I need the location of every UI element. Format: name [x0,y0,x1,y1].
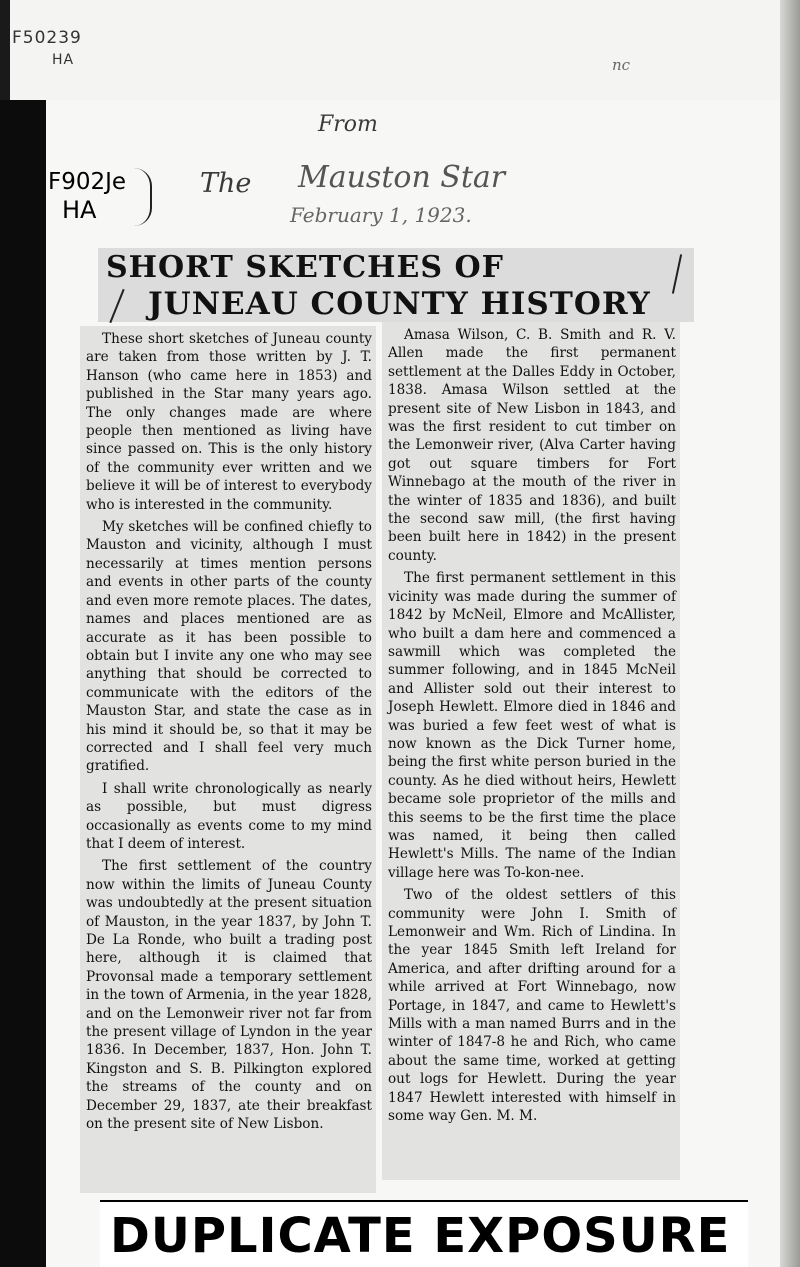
file-reference-bracket [132,168,152,226]
file-reference [48,168,126,224]
corner-mark: nc [612,56,631,74]
stamp-text: DUPLICATE EXPOSURE [110,1208,731,1264]
scan-edge-right [780,0,800,1267]
file-code: F902Je [48,169,127,195]
archive-reference-top [12,28,82,68]
handwritten-publication: Mauston Star [298,160,506,195]
headline-line-1: SHORT SKETCHES OF [106,250,504,285]
handwritten-the: The [200,168,252,199]
paragraph: The first settlement of the country now within the limits of Juneau County was undoubtedly at the present situation of Mauston, in the year 1837, by John T. De La Ronde, who built a trading post here, although it is claimed that Provonsal made a temporary settlement in the town of Armenia, in the year 1828, and on the Lemonweir river not far from the present village of Lyndon in the year 1836. In December, 1837, Hon. John T. Kingston and S. B. Pilkington explored the streams of the county and on December 29, 1837, ate their breakfast on the present site of New Lisbon. [86,858,372,1133]
paragraph: These short sketches of Juneau county are taken from those written by J. T. Hanson (who came here in 1853) and published in the Star many years ago. The only changes made are where people then mentioned as living have since passed on. This is the only history of the community ever written and we believe it will be of interest to everybody who is interested in the community. [86,331,372,513]
headline-line-2: JUNEAU COUNTY HISTORY [148,286,651,322]
paragraph: Amasa Wilson, C. B. Smith and R. V. Allen made the first permanent settlement at the Dalles Eddy in October, 1838. Amasa Wilson settled at the present site of New Lisbon in 1843, and was the first resident to cut timber on the Lemonweir river, (Alva Carter having got out square timbers for Fort Winnebago at the mouth of the river in the winter of 1835 and 1836), and built the second saw mill, (the first having been built here in 1842) in the present county. [388,327,676,564]
scan-edge-left [0,100,46,1267]
scan-edge-top-left [0,0,10,100]
handwritten-from: From [318,112,378,137]
archive-code-top-sub: HA [52,52,75,68]
duplicate-exposure-stamp [100,1200,748,1267]
paragraph: The first permanent settlement in this vicinity was made during the summer of 1842 by McNeil, Elmore and McAllister, who built a dam here and commenced a sawmill which was completed the summer following, and in 1845 McNeil and Allister sold out their interest to Joseph Hewlett. Elmore died in 1846 and was buried a few feet west of what is now known as the Dick Turner home, being the first white person buried in the county. As he died without heirs, Hewlett became sole proprietor of the mills and this seems to be the first time the place was named, it being then called Hewlett's Mills. The name of the Indian village here was To-kon-nee. [388,570,676,881]
paragraph: I shall write chronologically as nearly as possible, but must digress occasionally as events come to my mind that I deem of interest. [86,780,372,852]
archive-code-top: F50239 [12,28,82,48]
handwritten-date: February 1, 1923. [290,203,472,227]
article-headline [98,248,694,322]
paragraph: Two of the oldest settlers of this community were John I. Smith of Lemonweir and Wm. Rich of Lindina. In the year 1845 Smith left Ireland for America, and after drifting around for a while arrived at Fort Winnebago, now Portage, in 1847, and came to Hewlett's Mills with a man named Burrs and in the winter of 1847-8 he and Rich, who came about the same time, worked at getting out logs for Hewlett. During the year 1847 Hewlett interested with himself in some way Gen. M. M. [388,887,676,1125]
paragraph: My sketches will be confined chiefly to Mauston and vicinity, although I must necessarily at times mention persons and events in other parts of the county and even more remote places. The dates, names and places mentioned are as accurate as it has been possible to obtain but I invite any one who may see anything that should be corrected to communicate with the editors of the Mauston Star, and state the case as in his mind it should be, so that it may be corrected and I shall feel very much gratified. [86,519,372,775]
article-column-right [382,322,680,1180]
file-code-sub: HA [62,196,97,224]
article-column-left [80,326,376,1193]
